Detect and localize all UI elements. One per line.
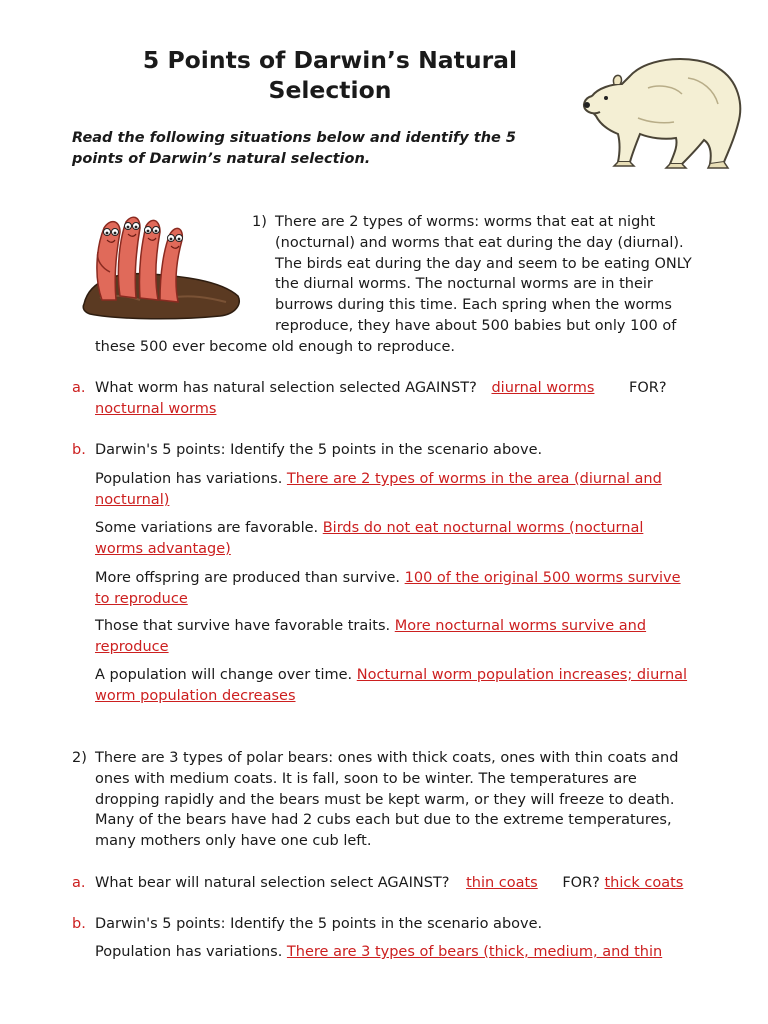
question-a-text: What bear will natural selection select AGAINST?: [95, 875, 450, 891]
point-item: [95, 469, 662, 490]
scenario-2-line: many mothers only have one cub left.: [95, 833, 372, 850]
against-answer: diurnal worms: [491, 380, 595, 396]
question-b-text: Darwin's 5 points: Identify the 5 points in the scenario above.: [95, 916, 543, 932]
scenario-2-text: [95, 748, 678, 852]
point-label: More offspring are produced than survive.: [95, 570, 401, 586]
question-a-line: [95, 378, 667, 399]
point-label: Those that survive have favorable traits.: [95, 618, 391, 634]
point-answer: 100 of the original 500 worms survive: [404, 570, 681, 586]
point-answer-cont: reproduce: [95, 639, 169, 655]
title-line-1: 5 Points of Darwin’s Natural: [142, 46, 518, 74]
point-answer: Nocturnal worm population increases; diurnal: [356, 667, 688, 683]
point-answer-cont: nocturnal): [95, 492, 170, 508]
point-label: Population has variations.: [95, 471, 283, 487]
question-b-text: Darwin's 5 points: Identify the 5 points in the scenario above.: [95, 442, 543, 458]
scenario-2-number: 2): [72, 750, 87, 766]
scenario-1-line: There are 2 types of worms: worms that eat at night: [275, 214, 656, 230]
point-answer: There are 3 types of bears (thick, medium, and thin: [286, 944, 663, 960]
against-answer: thin coats: [466, 875, 538, 891]
scenario-1-line: The birds eat during the day and seem to be eating ONLY: [275, 255, 692, 272]
point-answer: More nocturnal worms survive and: [394, 618, 647, 634]
scenario-1-text: [275, 212, 692, 337]
scenario-2-line: Many of the bears have had 2 cubs each but due to the extreme temperatures,: [95, 812, 672, 829]
point-item: [95, 665, 687, 686]
scenario-2-line: ones with medium coats. It is fall, soon to be winter. The temperatures are: [95, 770, 637, 787]
point-item: [95, 518, 643, 539]
scenario-2-line: There are 3 types of polar bears: ones with thick coats, ones with thin coats and: [95, 750, 679, 766]
scenario-1-line: reproduce, they have about 500 babies but only 100 of: [275, 317, 677, 334]
scenario-1-line: burrows during this time. Each spring when the worms: [275, 297, 672, 314]
question-b-marker: b.: [72, 916, 86, 932]
scenario-2-line: dropping rapidly and the bears must be kept warm, or they will freeze to death.: [95, 791, 675, 808]
worms-image: [80, 208, 242, 320]
point-item: [95, 616, 646, 637]
for-label: FOR?: [562, 875, 600, 891]
instructions-line-2: points of Darwin’s natural selection.: [72, 151, 371, 167]
point-answer: Birds do not eat nocturnal worms (nocturnal: [322, 520, 644, 536]
page-title: [100, 45, 560, 105]
question-a-marker: a.: [72, 875, 86, 891]
point-answer: There are 2 types of worms in the area (diurnal and: [286, 471, 662, 487]
question-a-text: What worm has natural selection selected AGAINST?: [95, 380, 477, 396]
question-a-marker: a.: [72, 380, 86, 396]
for-answer: nocturnal worms: [95, 401, 217, 417]
point-answer-cont: to reproduce: [95, 591, 188, 607]
point-label: Population has variations.: [95, 944, 283, 960]
scenario-1-last-line: these 500 ever become old enough to reproduce.: [95, 339, 456, 355]
point-label: Some variations are favorable.: [95, 520, 319, 536]
scenario-1-line: (nocturnal) and worms that eat during the day (diurnal).: [275, 234, 684, 251]
point-answer-cont: worm population decreases: [95, 688, 296, 704]
point-label: A population will change over time.: [95, 667, 353, 683]
point-item: [95, 568, 681, 589]
question-b-marker: b.: [72, 442, 86, 458]
scenario-1-number: 1): [252, 214, 267, 230]
question-a-line: [95, 873, 683, 894]
point-item: [95, 942, 662, 963]
for-answer: thick coats: [604, 875, 684, 891]
title-line-2: Selection: [268, 76, 392, 104]
instructions: [72, 128, 552, 170]
scenario-1-line: the diurnal worms. The nocturnal worms are in their: [275, 276, 653, 293]
point-answer-cont: worms advantage): [95, 541, 231, 557]
polar-bear-image: [578, 48, 750, 170]
instructions-line-1: Read the following situations below and identify the 5: [72, 130, 516, 146]
for-label: FOR?: [629, 380, 667, 396]
